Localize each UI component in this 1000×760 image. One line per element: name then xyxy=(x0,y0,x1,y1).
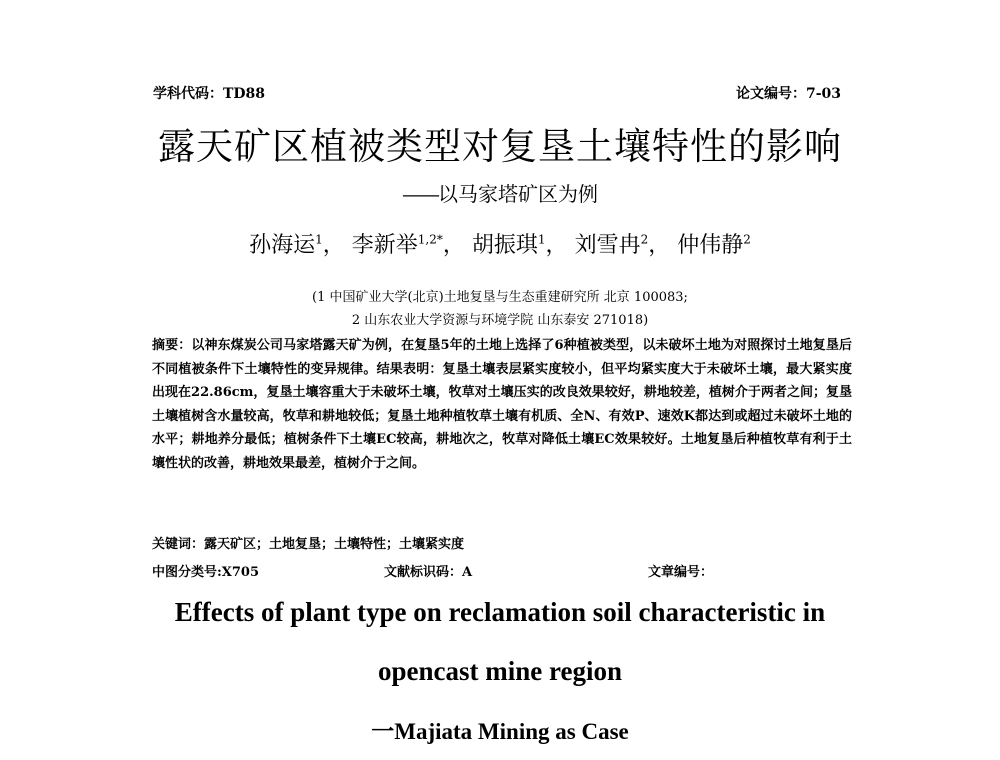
title-chinese: 露天矿区植被类型对复垦土壤特性的影响 xyxy=(158,125,842,168)
clc-number: 中图分类号:X705 xyxy=(152,565,260,580)
subtitle-dash: —— xyxy=(402,182,438,206)
author-affiliation-mark: 1 xyxy=(537,232,546,247)
article-number: 文章编号： xyxy=(648,565,714,580)
affiliation-line: 2 山东农业大学资源与环境学院 山东泰安 271018) xyxy=(351,313,649,328)
author-name: 仲伟静 xyxy=(677,233,744,258)
paper-number: 论文编号：7-03 xyxy=(735,86,841,102)
author-name: 孙海运 xyxy=(249,233,316,258)
abstract xyxy=(152,334,852,476)
subject-code: 学科代码：TD88 xyxy=(153,86,266,102)
author-separator: ， xyxy=(545,233,568,258)
author-affiliation-mark: 2 xyxy=(640,232,649,247)
affiliation-line: (1 中国矿业大学(北京)土地复垦与生态重建研究所 北京 100083; xyxy=(312,290,688,305)
title-english-line-2: opencast mine region xyxy=(378,656,622,686)
title-english-line-1: Effects of plant type on reclamation soil characteristic in xyxy=(174,597,826,627)
author-name: 刘雪冉 xyxy=(574,233,641,258)
author-name: 李新举 xyxy=(351,233,418,258)
author-name: 胡振琪 xyxy=(471,233,538,258)
author-separator: ， xyxy=(648,233,671,258)
keywords: 关键词：露天矿区；土地复垦；土壤特性；土壤紧实度 xyxy=(152,537,465,552)
abstract-text: 以神东煤炭公司马家塔露天矿为例，在复垦5年的土地上选择了6种植被类型，以未破坏土地为对照探讨土地复垦后不同植被条件下土壤特性的变异规律。结果表明：复垦土壤表层紧实度较小，但平均紧实度大于未破坏土壤，最大紧实度出现在22.86cm，复垦土壤容重大于未破坏土壤，牧草对土壤压实的改良效果较好，耕地较差，植树介于两者之间；复垦土壤植树含水量较高，牧草和耕地较低；复垦土地种植牧草土壤有机质、全N、有效P、速效K都达到或超过未破坏土地的水平；耕地养分最低；植树条件下土壤EC较高，耕地次之，牧草对降低土壤EC效果较好。土地复垦后种植牧草有利于土壤性状的改善，耕地效果最差，植树介于之间。 xyxy=(152,338,852,471)
author-separator: ， xyxy=(442,233,465,258)
author-affiliation-mark: 1 xyxy=(315,232,323,247)
document-code: 文献标识码：A xyxy=(384,565,473,580)
subtitle-english: 一Majiata Mining as Case xyxy=(371,719,629,744)
author-separator: ， xyxy=(322,233,345,258)
author-affiliation-mark: 2 xyxy=(743,232,751,247)
author-list xyxy=(0,228,1000,259)
subtitle-text: 以马家塔矿区为例 xyxy=(438,182,598,206)
abstract-label: 摘要： xyxy=(152,338,192,353)
author-affiliation-mark: 1,2* xyxy=(417,232,443,247)
subtitle-chinese xyxy=(0,178,1000,207)
